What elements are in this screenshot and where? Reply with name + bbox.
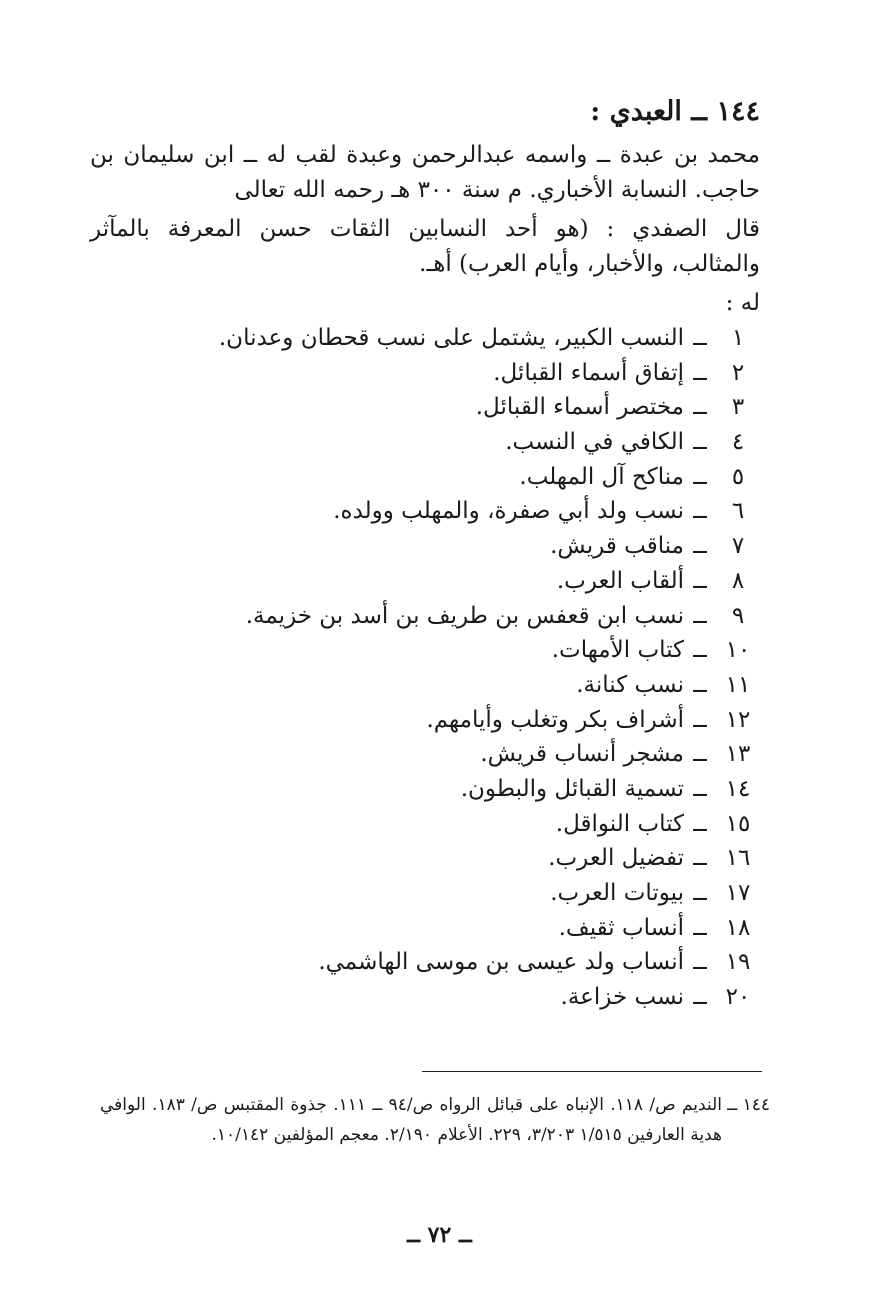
list-item-number: ٢٠ <box>725 984 751 1011</box>
list-item-dash: ــ <box>693 880 707 906</box>
list-item <box>90 668 760 703</box>
list-item-title: مناقب قريش. <box>550 533 684 560</box>
list-item-dash: ــ <box>693 984 707 1011</box>
list-item-dash: ــ <box>693 359 707 386</box>
list-item-number: ٣ <box>731 394 745 421</box>
works-intro: له : <box>725 290 760 316</box>
list-item-dash: ــ <box>693 845 707 872</box>
list-item-number: ١٩ <box>725 949 751 976</box>
list-item-title: ألقاب العرب. <box>556 567 684 594</box>
list-item-number: ٨ <box>731 567 745 594</box>
list-item-title: مناكح آل المهلب. <box>519 463 684 490</box>
list-item-title: مشجر أنساب قريش. <box>480 741 684 768</box>
list-item-title: تسمية القبائل والبطون. <box>460 775 684 802</box>
list-item <box>90 564 760 599</box>
list-item-number: ٢ <box>731 359 745 386</box>
list-item-number: ٤ <box>731 429 745 456</box>
list-item <box>90 460 760 495</box>
list-item <box>90 980 760 1015</box>
list-item-dash: ــ <box>693 637 707 664</box>
footnote-text: النديم ص/ ١١٨. الإنباه على قبائل الرواه ص/٩٤ ــ ١١١. جذوة المقتبس ص/ ١٨٣. الوافي هدية العارفين ١/٥١٥ ٣/٢٠٣، ٢٢٩. الأعلام ٢/١٩٠. معجم المؤلفين ١٠/١٤٢. <box>100 1095 722 1145</box>
page-number: ــ ٧٢ ــ <box>407 1222 472 1248</box>
list-item <box>90 945 760 980</box>
list-item <box>90 356 760 391</box>
list-item-title: مختصر أسماء القبائل. <box>475 394 684 421</box>
list-item-dash: ــ <box>693 394 707 421</box>
list-item-title: نسب ولد أبي صفرة، والمهلب وولده. <box>333 498 684 525</box>
list-item <box>90 807 760 842</box>
list-item-title: الكافي في النسب. <box>505 429 684 456</box>
list-item-title: نسب ابن قعفس بن طريف بن أسد بن خزيمة. <box>245 602 684 629</box>
list-item-title: تفضيل العرب. <box>548 845 684 872</box>
list-item-dash: ــ <box>693 429 707 456</box>
list-item-dash: ــ <box>693 602 707 629</box>
list-item-number: ١٧ <box>725 880 751 906</box>
list-item <box>90 321 760 356</box>
list-item-dash: ــ <box>693 498 707 525</box>
list-item-number: ٩ <box>731 602 745 629</box>
list-item-title: النسب الكبير، يشتمل على نسب قحطان وعدنان. <box>218 325 684 351</box>
works-list <box>90 321 760 1015</box>
list-item-title: نسب خزاعة. <box>560 984 684 1011</box>
list-item-title: بيوتات العرب. <box>550 880 684 906</box>
footnote-reference: ١٤٤ ــ <box>727 1095 770 1115</box>
list-item-dash: ــ <box>693 741 707 768</box>
list-item <box>90 911 760 946</box>
list-item-dash: ــ <box>693 325 707 351</box>
footnote-divider <box>422 1071 762 1072</box>
list-item-dash: ــ <box>693 533 707 560</box>
list-item-title: أنساب ولد عيسى بن موسى الهاشمي. <box>318 949 684 976</box>
list-item <box>90 390 760 425</box>
list-item <box>90 633 760 668</box>
list-item-title: كتاب الأمهات. <box>551 637 684 664</box>
list-item <box>90 529 760 564</box>
list-item-number: ١٨ <box>725 914 751 941</box>
list-item-number: ١١ <box>725 671 751 698</box>
list-item-number: ١ <box>731 325 745 351</box>
list-item-dash: ــ <box>693 949 707 976</box>
list-item-title: إتفاق أسماء القبائل. <box>493 359 684 386</box>
entry-heading: ١٤٤ ــ العبدي : <box>590 96 760 127</box>
list-item-title: أشراف بكر وتغلب وأيامهم. <box>426 706 684 733</box>
list-item <box>90 772 760 807</box>
list-item-dash: ــ <box>693 706 707 733</box>
list-item-title: نسب كنانة. <box>576 671 684 698</box>
list-item-dash: ــ <box>693 463 707 490</box>
list-item-number: ١٣ <box>725 741 751 768</box>
list-item-number: ١٤ <box>725 775 751 802</box>
entry-paragraph-quote: قال الصفدي : (هو أحد النسابين الثقات حسن المعرفة بالمآثر والمثالب، والأخبار، وأيام العرب) أهـ. <box>90 216 760 277</box>
list-item-dash: ــ <box>693 914 707 941</box>
list-item <box>90 599 760 634</box>
list-item-title: أنساب ثقيف. <box>558 914 684 941</box>
entry-paragraph-bio: محمد بن عبدة ــ واسمه عبدالرحمن وعبدة لقب له ــ ابن سليمان بن حاجب. النسابة الأخباري. م سنة ٣٠٠ هـ رحمه الله تعالى <box>90 142 760 203</box>
list-item-number: ١٥ <box>725 810 751 837</box>
list-item-dash: ــ <box>693 567 707 594</box>
list-item-dash: ــ <box>693 775 707 802</box>
list-item-number: ١٢ <box>725 706 751 733</box>
list-item-number: ٥ <box>731 463 745 490</box>
list-item-number: ٦ <box>731 498 745 525</box>
list-item-number: ١٠ <box>725 637 751 664</box>
list-item-dash: ــ <box>693 810 707 837</box>
list-item <box>90 841 760 876</box>
list-item <box>90 494 760 529</box>
list-item-title: كتاب النواقل. <box>555 810 684 837</box>
list-item-number: ١٦ <box>725 845 751 872</box>
list-item <box>90 425 760 460</box>
list-item <box>90 876 760 911</box>
list-item-dash: ــ <box>693 671 707 698</box>
list-item-number: ٧ <box>731 533 745 560</box>
list-item <box>90 737 760 772</box>
list-item <box>90 703 760 738</box>
